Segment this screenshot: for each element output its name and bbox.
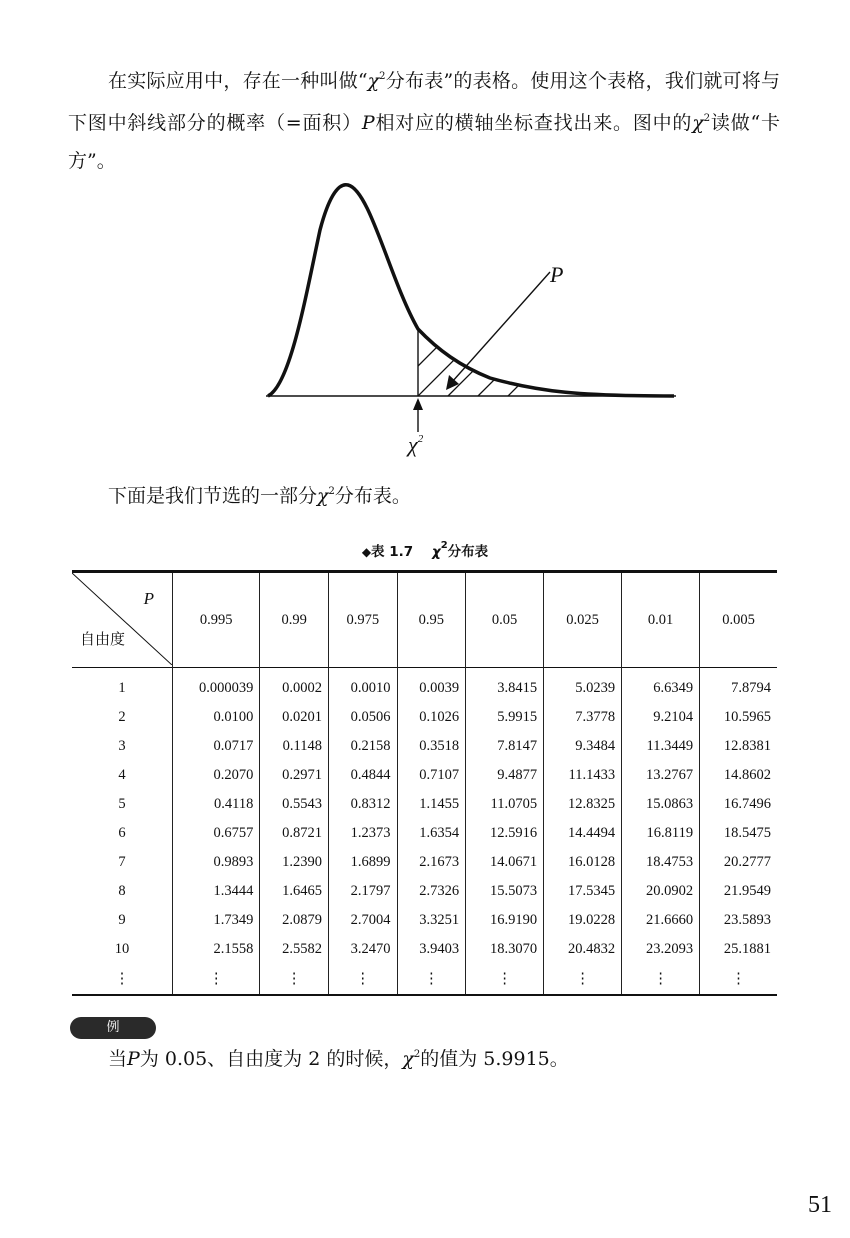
value-cell: 5.9915 bbox=[466, 703, 544, 732]
value-cell: 21.6660 bbox=[622, 906, 700, 935]
lead-text-1: 下面是我们节选的一部分 bbox=[108, 485, 318, 507]
value-cell: 2.0879 bbox=[260, 906, 329, 935]
value-cell: 12.8325 bbox=[544, 790, 622, 819]
df-cell: 8 bbox=[118, 883, 126, 899]
value-cell: 23.2093 bbox=[622, 935, 700, 964]
value-cell: 0.4844 bbox=[328, 761, 397, 790]
table-lead-sentence bbox=[108, 481, 411, 508]
value-cell: 11.0705 bbox=[466, 790, 544, 819]
value-cell: 18.3070 bbox=[466, 935, 544, 964]
table-row bbox=[72, 877, 777, 906]
example-text-2: 为 0.05、自由度为 2 的时候， bbox=[139, 1048, 403, 1070]
ellipsis-cell: ⋮ bbox=[173, 964, 260, 995]
value-cell: 0.3518 bbox=[397, 732, 466, 761]
table-body bbox=[72, 668, 777, 996]
value-cell: 15.5073 bbox=[466, 877, 544, 906]
caption-title: 分布表 bbox=[447, 544, 489, 560]
column-header: 0.005 bbox=[700, 572, 777, 668]
column-header: 0.975 bbox=[328, 572, 397, 668]
value-cell: 20.4832 bbox=[544, 935, 622, 964]
value-cell: 1.1455 bbox=[397, 790, 466, 819]
chi-symbol: χ bbox=[431, 544, 441, 560]
intro-text-1: 在实际应用中，存在一种叫做“ bbox=[108, 70, 368, 92]
value-cell: 11.1433 bbox=[544, 761, 622, 790]
ellipsis-cell: ⋮ bbox=[544, 964, 622, 995]
corner-header-cell bbox=[72, 572, 173, 668]
df-cell: 2 bbox=[118, 709, 126, 725]
ellipsis-cell: ⋮ bbox=[260, 964, 329, 995]
value-cell: 1.2373 bbox=[328, 819, 397, 848]
df-cell: 7 bbox=[118, 854, 126, 870]
shaded-tail-area bbox=[418, 326, 578, 396]
lead-text-2: 分布表。 bbox=[334, 485, 411, 507]
df-cell: 1 bbox=[118, 680, 126, 696]
value-cell: 2.7004 bbox=[328, 906, 397, 935]
ellipsis-cell: ⋮ bbox=[328, 964, 397, 995]
value-cell: 0.0010 bbox=[328, 668, 397, 704]
value-cell: 1.6465 bbox=[260, 877, 329, 906]
value-cell: 16.8119 bbox=[622, 819, 700, 848]
ellipsis-cell: ⋮ bbox=[622, 964, 700, 995]
p-pointer-line bbox=[452, 272, 550, 382]
corner-df-label: 自由度 bbox=[80, 630, 126, 648]
value-cell: 3.3251 bbox=[397, 906, 466, 935]
df-cell: 5 bbox=[118, 796, 126, 812]
value-cell: 3.2470 bbox=[328, 935, 397, 964]
chi-symbol: χ bbox=[367, 70, 380, 92]
df-cell: 4 bbox=[118, 767, 126, 783]
superscript: 2 bbox=[413, 1049, 421, 1060]
value-cell: 14.8602 bbox=[700, 761, 777, 790]
value-cell: 2.7326 bbox=[397, 877, 466, 906]
ellipsis-row bbox=[72, 964, 777, 995]
value-cell: 25.1881 bbox=[700, 935, 777, 964]
value-cell: 0.5543 bbox=[260, 790, 329, 819]
value-cell: 1.6899 bbox=[328, 848, 397, 877]
value-cell: 0.2158 bbox=[328, 732, 397, 761]
p-symbol: P bbox=[361, 112, 375, 134]
value-cell: 7.3778 bbox=[544, 703, 622, 732]
example-text-1: 当 bbox=[108, 1048, 128, 1070]
chi-square-curve-diagram bbox=[250, 170, 690, 470]
chi-symbol: χ bbox=[402, 1048, 414, 1070]
value-cell: 2.5582 bbox=[260, 935, 329, 964]
value-cell: 0.0717 bbox=[173, 732, 260, 761]
superscript: 2 bbox=[440, 540, 448, 551]
chi-symbol: χ bbox=[692, 112, 704, 134]
df-cell: 9 bbox=[118, 912, 126, 928]
corner-p-label: P bbox=[143, 589, 154, 608]
column-header: 0.01 bbox=[622, 572, 700, 668]
value-cell: 17.5345 bbox=[544, 877, 622, 906]
table-row bbox=[72, 790, 777, 819]
table-header-row bbox=[72, 572, 777, 668]
intro-text-3: 相对应的横轴坐标查找出来。图中的 bbox=[374, 112, 693, 134]
table-row bbox=[72, 935, 777, 964]
value-cell: 0.0100 bbox=[173, 703, 260, 732]
intro-text-2: 分布表”的表格。使用这个表格，我们就可将与下图中斜线部分的概率（=面积） bbox=[68, 70, 781, 134]
table-row bbox=[72, 732, 777, 761]
superscript: 2 bbox=[417, 433, 424, 445]
superscript: 2 bbox=[703, 113, 711, 124]
value-cell: 21.9549 bbox=[700, 877, 777, 906]
chi-square-table bbox=[72, 570, 777, 996]
value-cell: 20.2777 bbox=[700, 848, 777, 877]
value-cell: 3.8415 bbox=[466, 668, 544, 704]
chi-symbol: χ bbox=[317, 485, 329, 507]
table-row bbox=[72, 761, 777, 790]
value-cell: 0.0002 bbox=[260, 668, 329, 704]
column-header: 0.95 bbox=[397, 572, 466, 668]
value-cell: 1.6354 bbox=[397, 819, 466, 848]
value-cell: 10.5965 bbox=[700, 703, 777, 732]
value-cell: 3.9403 bbox=[397, 935, 466, 964]
value-cell: 7.8794 bbox=[700, 668, 777, 704]
value-cell: 18.5475 bbox=[700, 819, 777, 848]
superscript: 2 bbox=[328, 486, 335, 497]
ellipsis-cell: ⋮ bbox=[397, 964, 466, 995]
intro-text-4: 读做“卡方”。 bbox=[68, 112, 781, 172]
value-cell: 0.6757 bbox=[173, 819, 260, 848]
value-cell: 16.0128 bbox=[544, 848, 622, 877]
df-cell: 6 bbox=[118, 825, 126, 841]
value-cell: 0.8312 bbox=[328, 790, 397, 819]
value-cell: 0.7107 bbox=[397, 761, 466, 790]
column-header: 0.99 bbox=[260, 572, 329, 668]
value-cell: 6.6349 bbox=[622, 668, 700, 704]
table-row bbox=[72, 848, 777, 877]
value-cell: 0.2070 bbox=[173, 761, 260, 790]
value-cell: 9.2104 bbox=[622, 703, 700, 732]
value-cell: 0.8721 bbox=[260, 819, 329, 848]
value-cell: 9.3484 bbox=[544, 732, 622, 761]
p-symbol: P bbox=[127, 1048, 140, 1070]
example-text-3: 的值为 5.9915。 bbox=[420, 1048, 569, 1070]
table-row bbox=[72, 906, 777, 935]
chi-symbol: χ bbox=[408, 432, 418, 457]
value-cell: 13.2767 bbox=[622, 761, 700, 790]
value-cell: 16.7496 bbox=[700, 790, 777, 819]
ellipsis-cell: ⋮ bbox=[114, 970, 130, 987]
value-cell: 18.4753 bbox=[622, 848, 700, 877]
value-cell: 7.8147 bbox=[466, 732, 544, 761]
value-cell: 0.0506 bbox=[328, 703, 397, 732]
chi-pointer-arrowhead bbox=[413, 398, 423, 410]
example-sentence bbox=[108, 1044, 569, 1071]
value-cell: 14.4494 bbox=[544, 819, 622, 848]
chi-square-figure bbox=[250, 170, 690, 470]
table-row bbox=[72, 819, 777, 848]
value-cell: 23.5893 bbox=[700, 906, 777, 935]
df-cell: 3 bbox=[118, 738, 126, 754]
column-header: 0.995 bbox=[173, 572, 260, 668]
value-cell: 15.0863 bbox=[622, 790, 700, 819]
column-header: 0.05 bbox=[466, 572, 544, 668]
value-cell: 14.0671 bbox=[466, 848, 544, 877]
diamond-icon: ◆ bbox=[361, 545, 372, 559]
value-cell: 0.000039 bbox=[173, 668, 260, 704]
value-cell: 0.9893 bbox=[173, 848, 260, 877]
table-row bbox=[72, 703, 777, 732]
superscript: 2 bbox=[379, 71, 386, 82]
value-cell: 12.5916 bbox=[466, 819, 544, 848]
value-cell: 9.4877 bbox=[466, 761, 544, 790]
intro-paragraph bbox=[68, 58, 780, 180]
value-cell: 0.0039 bbox=[397, 668, 466, 704]
caption-label: 表 1.7 bbox=[371, 544, 414, 560]
page-number: 51 bbox=[808, 1192, 832, 1218]
value-cell: 12.8381 bbox=[700, 732, 777, 761]
value-cell: 5.0239 bbox=[544, 668, 622, 704]
corner-diagonal bbox=[72, 573, 172, 665]
column-header: 0.025 bbox=[544, 572, 622, 668]
value-cell: 0.1148 bbox=[260, 732, 329, 761]
value-cell: 1.3444 bbox=[173, 877, 260, 906]
value-cell: 1.2390 bbox=[260, 848, 329, 877]
value-cell: 0.2971 bbox=[260, 761, 329, 790]
value-cell: 2.1673 bbox=[397, 848, 466, 877]
value-cell: 19.0228 bbox=[544, 906, 622, 935]
ellipsis-cell: ⋮ bbox=[700, 964, 777, 995]
density-curve bbox=[268, 185, 674, 396]
example-badge: 例 bbox=[70, 1017, 156, 1039]
value-cell: 2.1797 bbox=[328, 877, 397, 906]
value-cell: 20.0902 bbox=[622, 877, 700, 906]
value-cell: 0.4118 bbox=[173, 790, 260, 819]
figure-label-chi bbox=[408, 432, 423, 458]
table-row bbox=[72, 668, 777, 704]
table-caption bbox=[0, 540, 850, 560]
value-cell: 0.0201 bbox=[260, 703, 329, 732]
value-cell: 0.1026 bbox=[397, 703, 466, 732]
value-cell: 11.3449 bbox=[622, 732, 700, 761]
ellipsis-cell: ⋮ bbox=[466, 964, 544, 995]
value-cell: 2.1558 bbox=[173, 935, 260, 964]
value-cell: 1.7349 bbox=[173, 906, 260, 935]
value-cell: 16.9190 bbox=[466, 906, 544, 935]
df-cell: 10 bbox=[114, 941, 130, 957]
figure-label-p: P bbox=[550, 262, 564, 287]
